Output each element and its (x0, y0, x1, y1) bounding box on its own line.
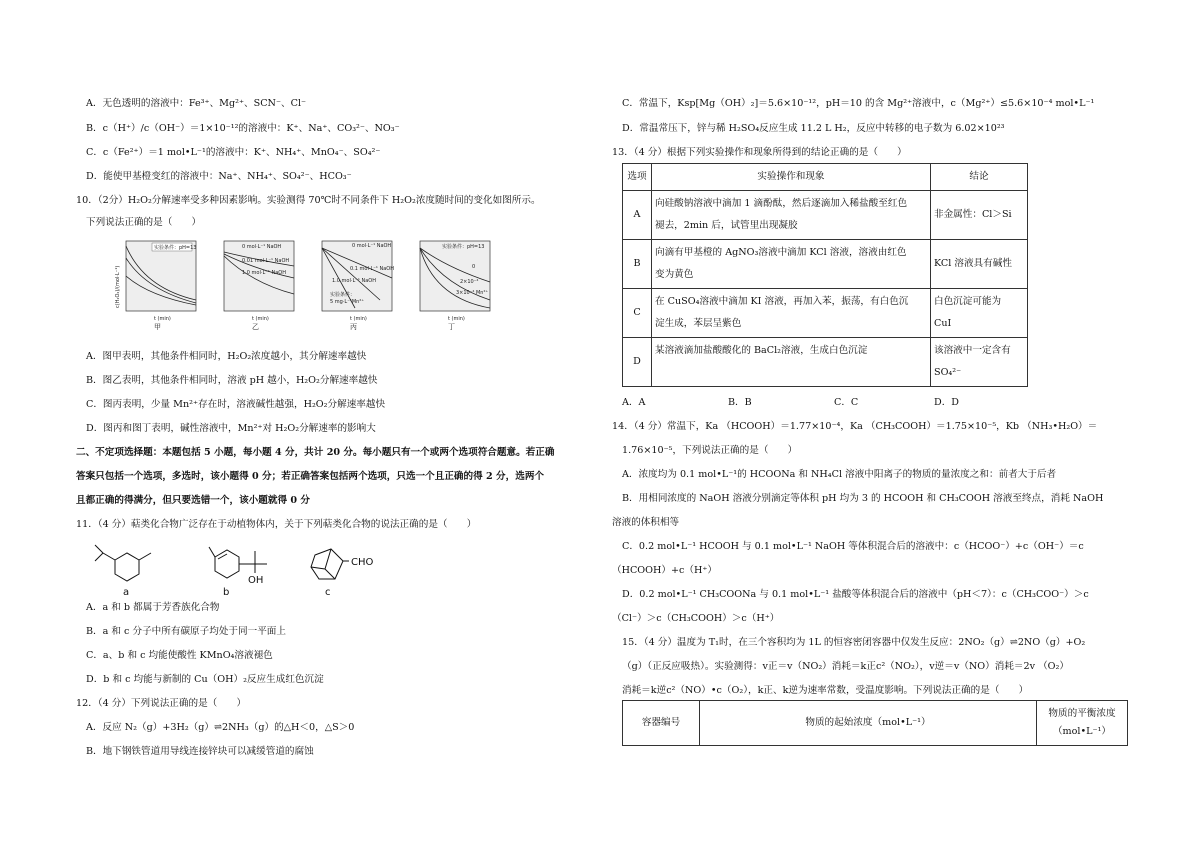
q13-option-a: A．A (622, 397, 646, 408)
q9-option-d: D．能使甲基橙变红的溶液中：Na⁺、NH₄⁺、SO₄²⁻、HCO₃⁻ (86, 171, 352, 182)
q13-option-c: C．C (834, 397, 859, 408)
q13-header-op: 实验操作和现象 (652, 164, 931, 191)
q15-stem-1: 15．（4 分）温度为 T₁时，在三个容积均为 1L 的恒容密闭容器中仅发生反应：2NO₂（g）⇌2NO（g）+O₂ (622, 637, 1086, 648)
q9-option-c: C．c（Fe²⁺）＝1 mol•L⁻¹的溶液中：K⁺、NH₄⁺、MnO₄⁻、SO₄²⁻ (86, 147, 381, 158)
graph-yi-note-2: 1.0 mol·L⁻¹ NaOH (242, 270, 286, 276)
graph-jia-name: 甲 (154, 323, 161, 330)
row-opt: D (623, 338, 652, 387)
graph-yi-note-0: 0 mol·L⁻¹ NaOH (242, 244, 282, 250)
graph-ding (420, 241, 490, 330)
q15-header-initial: 物质的起始浓度（mol•L⁻¹） (700, 701, 1037, 746)
table-row (623, 240, 1028, 289)
q10-option-a: A．图甲表明，其他条件相同时，H₂O₂浓度越小，其分解速率越快 (86, 351, 367, 362)
q12-option-d: D．常温常压下，锌与稀 H₂SO₄反应生成 11.2 L H₂，反应中转移的电子数为 6.02×10²³ (622, 123, 1005, 134)
q13-header-res: 结论 (931, 164, 1028, 191)
graph-ding-curve-2: 3×10⁻⁴ Mn²⁺ (456, 290, 489, 296)
q14-option-c-1: C．0.2 mol•L⁻¹ HCOOH 与 0.1 mol•L⁻¹ NaOH 等体积混合后的溶液中：c（HCOO⁻）+c（OH⁻）＝c (622, 541, 1084, 552)
row-op-line: 某溶液滴加盐酸酸化的 BaCl₂溶液，生成白色沉淀 (655, 345, 868, 356)
row-op (652, 289, 931, 338)
q13-option-b: B．B (728, 397, 752, 408)
q14-stem-2: 1.76×10⁻⁵，下列说法正确的是（ ） (622, 445, 798, 456)
q11-option-b: B．a 和 c 分子中所有碳原子均处于同一平面上 (86, 626, 286, 637)
q13-header-row (623, 164, 1028, 191)
q14-option-d-1: D．0.2 mol•L⁻¹ CH₃COONa 与 0.1 mol•L⁻¹ 盐酸等体积混合后的溶液中（pH＜7）：c（CH₃COO⁻）＞c (622, 589, 1089, 600)
graph-bing-note-4: 5 mg·L⁻¹Mn²⁺ (330, 299, 364, 305)
struct-label-c: c (325, 587, 331, 597)
q13-table (622, 163, 1028, 387)
q12-option-c: C．常温下，Ksp[Mg（OH）₂]＝5.6×10⁻¹²，pH＝10 的含 Mg²⁺溶液中，c（Mg²⁺）≤5.6×10⁻⁴ mol•L⁻¹ (622, 98, 1095, 109)
table-row (623, 338, 1028, 387)
table-row (623, 191, 1028, 240)
row-res-line: 非金属性：Cl＞Si (934, 209, 1012, 220)
struct-label-a: a (123, 587, 130, 597)
graph-ding-note: 实验条件：pH=13 (442, 244, 485, 250)
q10-option-d: D．图丙和图丁表明，碱性溶液中，Mn²⁺对 H₂O₂分解速率的影响大 (86, 423, 376, 434)
graph-jia-note: 实验条件：pH=13 (154, 245, 197, 251)
q11-option-c: C．a、b 和 c 均能使酸性 KMnO₄溶液褪色 (86, 650, 273, 661)
row-op-line: 在 CuSO₄溶液中滴加 KI 溶液，再加入苯，振荡，有白色沉 (655, 296, 909, 307)
row-opt: A (623, 191, 652, 240)
graph-bing (322, 241, 394, 330)
row-opt: C (623, 289, 652, 338)
q9-option-b: B．c（H⁺）/c（OH⁻）＝1×10⁻¹²的溶液中：K⁺、Na⁺、CO₃²⁻、NO₃⁻ (86, 123, 400, 134)
q10-prompt: 下列说法正确的是（ ） (86, 217, 202, 228)
graph-ding-name: 丁 (448, 323, 455, 330)
graph-yi-name: 乙 (252, 323, 259, 330)
struct-oh: OH (248, 575, 264, 586)
graph-bing-note-2: 1.0 mol·L⁻¹ NaOH (332, 278, 376, 284)
section2-instructions-1: 二、不定项选择题：本题包括 5 小题，每小题 4 分，共计 20 分。每小题只有一个或两个选项符合题意。若正确 (76, 447, 555, 458)
q14-option-b-2: 溶液的体积相等 (612, 517, 680, 528)
graph-jia-ylabel: c(H₂O₂)/(mol·L⁻¹) (115, 265, 121, 308)
q15-header-container: 容器编号 (623, 701, 700, 746)
q12-stem: 12．（4 分）下列说法正确的是（ ） (76, 698, 247, 709)
q15-header-row (623, 701, 1128, 746)
q15-stem-3: 消耗＝k逆c²（NO）•c（O₂），k正、k逆为速率常数，受温度影响。下列说法正确的是（ ） (622, 685, 1029, 696)
row-op-line: 向滴有甲基橙的 AgNO₃溶液中滴加 KCl 溶液，溶液由红色 (655, 247, 907, 258)
q15-header-eq-line: 物质的平衡浓度 (1048, 708, 1116, 719)
graph-yi (224, 241, 294, 330)
graph-bing-name: 丙 (350, 323, 357, 330)
q11-stem: 11．（4 分）萜类化合物广泛存在于动植物体内，关于下列萜类化合物的说法正确的是（ ） (76, 519, 477, 530)
q11-option-d: D．b 和 c 均能与新制的 Cu（OH）₂反应生成红色沉淀 (86, 674, 324, 685)
q15-stem-2: （g）（正反应吸热）。实验测得：v正＝v（NO₂）消耗＝k正c²（NO₂），v逆＝v（NO）消耗＝2v （O₂） (622, 661, 1069, 672)
graph-jia-xlabel: t (min) (154, 316, 171, 322)
row-res-line: 白色沉淀可能为 (934, 296, 1002, 307)
q10-option-b: B．图乙表明，其他条件相同时，溶液 pH 越小，H₂O₂分解速率越快 (86, 375, 378, 386)
q13-stem: 13．（4 分）根据下列实验操作和现象所得到的结论正确的是（ ） (612, 147, 907, 158)
q14-option-a: A．浓度均为 0.1 mol•L⁻¹的 HCOONa 和 NH₄Cl 溶液中阳离子的物质的量浓度之和：前者大于后者 (622, 469, 1057, 480)
row-op (652, 191, 931, 240)
q12-option-a: A．反应 N₂（g）+3H₂（g）⇌2NH₃（g）的△H＜0，△S＞0 (86, 722, 355, 733)
graph-ding-xlabel: t (min) (448, 316, 465, 322)
row-op-line: 淀生成，苯层呈紫色 (655, 318, 742, 329)
q13-header-opt: 选项 (623, 164, 652, 191)
graph-bing-xlabel: t (min) (350, 316, 367, 322)
q10-stem: 10．（2分）H₂O₂分解速率受多种因素影响。实验测得 70℃时不同条件下 H₂O₂浓度随时间的变化如图所示。 (76, 195, 541, 206)
q12-option-b: B．地下钢铁管道用导线连接锌块可以减缓管道的腐蚀 (86, 746, 314, 757)
table-row (623, 289, 1028, 338)
q14-option-c-2: （HCOOH）+c（H⁺） (612, 565, 718, 576)
row-res-line: CuI (934, 318, 952, 329)
q15-header-eq-line: （mol•L⁻¹） (1052, 726, 1112, 737)
row-res (931, 191, 1028, 240)
q14-option-b-1: B．用相同浓度的 NaOH 溶液分别滴定等体积 pH 均为 3 的 HCOOH 和 CH₃COOH 溶液至终点，消耗 NaOH (622, 493, 1104, 504)
q10-option-c: C．图丙表明，少量 Mn²⁺存在时，溶液碱性越强，H₂O₂分解速率越快 (86, 399, 386, 410)
row-res (931, 240, 1028, 289)
row-op-line: 褪去，2min 后，试管里出现凝胶 (655, 220, 798, 231)
graph-yi-xlabel: t (min) (252, 316, 269, 322)
graph-jia (115, 241, 197, 330)
q11-option-a: A．a 和 b 都属于芳香族化合物 (86, 602, 220, 613)
q13-option-d: D．D (934, 397, 959, 408)
q14-option-d-2: （Cl⁻）＞c（CH₃COOH）＞c（H⁺） (612, 613, 780, 624)
q11-structures (85, 535, 385, 597)
graph-bing-note-0: 0 mol·L⁻¹ NaOH (352, 243, 392, 249)
row-res-line: 该溶液中一定含有 (934, 345, 1011, 356)
row-opt: B (623, 240, 652, 289)
graph-yi-note-1: 0.01 mol·L⁻¹ NaOH (242, 258, 290, 264)
row-op-line: 向硅酸钠溶液中滴加 1 滴酚酞，然后逐滴加入稀盐酸至红色 (655, 198, 908, 209)
section2-instructions-2: 答案只包括一个选项，多选时，该小题得 0 分；若正确答案包括两个选项，只选一个且正确的得 2 分，选两个 (76, 471, 545, 482)
row-res (931, 338, 1028, 387)
q9-option-a: A．无色透明的溶液中：Fe³⁺、Mg²⁺、SCN⁻、Cl⁻ (86, 98, 307, 109)
row-op (652, 240, 931, 289)
row-op (652, 338, 931, 387)
struct-cho: CHO (351, 557, 374, 568)
row-res-line: KCl 溶液具有碱性 (934, 258, 1012, 269)
q14-stem-1: 14．（4 分）常温下，Ka （HCOOH）＝1.77×10⁻⁴，Ka （CH₃COOH）＝1.75×10⁻⁵，Kb （NH₃•H₂O）＝ (612, 421, 1098, 432)
graph-ding-curve-0: 0 (472, 264, 476, 270)
graph-bing-note-3: 实验条件： (330, 292, 356, 298)
graph-bing-note-1: 0.1 mol·L⁻¹ NaOH (350, 266, 394, 272)
struct-label-b: b (223, 587, 230, 597)
q15-header-equilibrium (1037, 701, 1128, 746)
q15-table (622, 700, 1128, 746)
section2-instructions-3: 且都正确的得满分，但只要选错一个，该小题就得 0 分 (76, 495, 311, 506)
row-res (931, 289, 1028, 338)
graph-ding-curve-1: 2×10⁻⁴ (460, 279, 479, 285)
row-res-line: SO₄²⁻ (934, 367, 962, 378)
row-op-line: 变为黄色 (655, 269, 694, 280)
q10-graphs (114, 238, 506, 330)
